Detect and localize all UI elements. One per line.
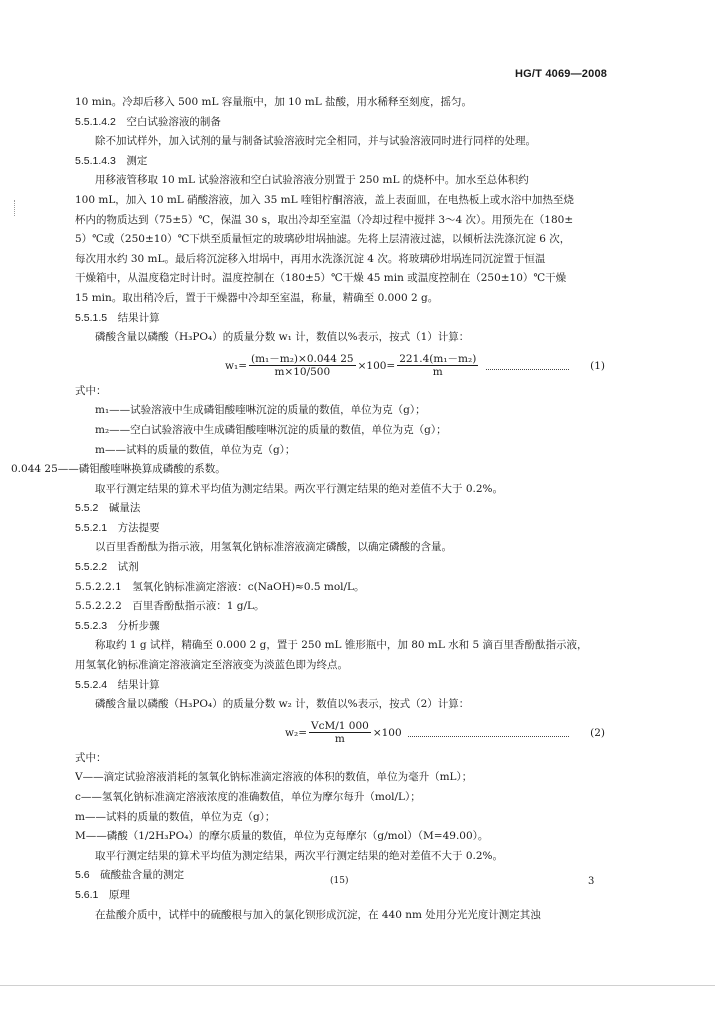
section-heading: 5.5.1.4.3 测定 <box>75 154 148 167</box>
equation-number: (1) <box>590 359 605 372</box>
variable-definition <box>0 462 605 482</box>
reagent-item: 5.5.2.2.2 百里香酚酞指示液：1 g/L。 <box>75 600 265 613</box>
standard-code-header: HG/T 4069—2008 <box>515 68 608 80</box>
body-line: 15 min。取出稍冷后，置于干燥器中冷却至室温，称量，精确至 0.000 2 g。 <box>75 291 439 304</box>
body-line: 磷酸含量以磷酸（H₃PO₄）的质量分数 w₁ 计，数值以%表示，按式（1）计算： <box>95 331 470 344</box>
body-line: 5）℃或（250±10）℃下烘至质量恒定的玻璃砂坩埚抽滤。先将上层清液过滤，以倾析法洗涤沉淀 6 次， <box>75 233 571 246</box>
section-heading: 5.6.1 原理 <box>75 888 130 901</box>
body-line: 在盐酸介质中，试样中的硫酸根与加入的氯化钡形成沉淀，在 440 nm 处用分光光度计测定其浊 <box>95 908 541 921</box>
body-line: 取平行测定结果的算术平均值为测定结果。两次平行测定结果的绝对差值不大于 0.2%。 <box>95 482 504 495</box>
fraction-numerator: (m₁－m₂)×0.044 25 <box>251 353 354 366</box>
fraction-denominator: m <box>334 733 345 746</box>
page-number: 3 <box>588 876 595 887</box>
variable-definition: M——磷酸（1/2H₃PO₄）的摩尔质量的数值，单位为克每摩尔（g/mol）（M=49.00）。 <box>75 830 489 843</box>
body-line: 100 mL，加入 10 mL 硝酸溶液，加入 35 mL 喹钼柠酮溶液，盖上表面皿，在电热板上或水浴中加热至烧 <box>75 193 574 206</box>
body-line: 10 min。冷却后移入 500 mL 容量瓶中，加 10 mL 盐酸，用水稀释至刻度，摇匀。 <box>75 96 473 108</box>
variable-definition: m——试料的质量的数值，单位为克（g）； <box>95 443 296 456</box>
body-line: 用移液管移取 10 mL 试验溶液和空白试验溶液分别置于 250 mL 的烧杯中。加水至总体积约 <box>95 174 529 187</box>
variable-definition: c——氢氧化钠标准滴定溶液浓度的准确数值，单位为摩尔每升（mol/L）； <box>75 791 421 803</box>
fraction-numerator: VcM/1 000 <box>311 720 369 733</box>
scan-bottom-edge <box>0 985 715 986</box>
body-line: 除不加试样外，加入试剂的量与制备试验溶液时完全相同，并与试验溶液同时进行同样的处理。 <box>95 135 536 148</box>
scan-artifact <box>14 200 21 216</box>
body-line: 杯内的物质达到（75±5）℃，保温 30 s，取出冷却至室温（冷却过程中搅拌 3～4 次）。用预先在（180± <box>75 213 574 226</box>
variable-definition: V——滴定试验溶液消耗的氢氧化钠标准滴定溶液的体积的数值，单位为毫升（mL）； <box>75 771 473 784</box>
body-line: 干燥箱中，从温度稳定时计时。温度控制在（180±5）℃干燥 45 min 或温度控制在（250±10）℃干燥 <box>75 272 567 285</box>
formula-fraction <box>309 720 371 745</box>
body-line: 磷酸含量以磷酸（H₃PO₄）的质量分数 w₂ 计，数值以%表示，按式（2）计算： <box>95 698 470 711</box>
fraction-denominator: m <box>432 366 443 379</box>
section-heading: 5.5.1.5 结果计算 <box>75 311 160 324</box>
body-line: 式中： <box>75 751 107 764</box>
formula-1 <box>75 352 605 380</box>
variable-definition: m——试料的质量的数值，单位为克（g）； <box>75 810 276 823</box>
body-line: 用氢氧化钠标准滴定溶液滴定至溶液变为淡蓝色即为终点。 <box>75 659 348 672</box>
body-line: 以百里香酚酞为指示液，用氢氧化钠标准溶液滴定磷酸，以确定磷酸的含量。 <box>95 541 452 554</box>
fraction-denominator: m×10/500 <box>274 366 331 379</box>
body-line: 每次用水约 30 mL。最后将沉淀移入坩埚中，再用水洗涤沉淀 4 次。将玻璃砂坩埚连同沉淀置于恒温 <box>75 252 546 265</box>
body-line: 称取约 1 g 试样，精确至 0.000 2 g，置于 250 mL 锥形瓶中，加 80 mL 水和 5 滴百里香酚酞指示液， <box>95 639 588 652</box>
formula-operator: ×100= <box>357 359 396 372</box>
formula-fraction <box>249 353 356 378</box>
section-heading: 5.5.2.1 方法提要 <box>75 521 160 534</box>
section-heading: 5.5.2.3 分析步骤 <box>75 619 160 632</box>
variable-definition: m₁——试验溶液中生成磷钼酸喹啉沉淀的质量的数值，单位为克（g）； <box>95 404 426 417</box>
section-heading: 5.5.1.4.2 空白试验溶液的制备 <box>75 115 221 128</box>
section-heading: 5.5.2.4 结果计算 <box>75 678 160 691</box>
page-code: (15) <box>330 876 349 886</box>
formula-fraction <box>397 353 478 378</box>
section-heading: 5.6 硫酸盐含量的测定 <box>75 869 185 882</box>
fraction-numerator: 221.4(m₁－m₂) <box>399 353 477 366</box>
variable-definition-text: 0.044 25——磷钼酸喹啉换算成磷酸的系数。 <box>11 463 226 476</box>
leader-dots <box>408 728 569 737</box>
variable-definition: m₂——空白试验溶液中生成磷钼酸喹啉沉淀的质量的数值，单位为克（g）； <box>95 423 447 436</box>
section-heading: 5.5.2 碱量法 <box>75 502 141 515</box>
formula-operator: ×100 <box>372 726 402 739</box>
formula-lhs: w₁= <box>225 359 247 372</box>
equation-number: (2) <box>590 726 605 739</box>
formula-lhs: w₂= <box>285 726 307 739</box>
reagent-item: 5.5.2.2.1 氢氧化钠标准滴定溶液：c(NaOH)≈0.5 mol/L。 <box>75 580 365 593</box>
formula-2 <box>75 719 605 747</box>
section-heading: 5.5.2.2 试剂 <box>75 561 139 574</box>
page-footer <box>0 875 715 889</box>
body-line: 式中： <box>75 384 107 397</box>
document-body <box>11 95 605 927</box>
leader-dots <box>486 361 569 370</box>
body-line: 取平行测定结果的算术平均值为测定结果，两次平行测定结果的绝对差值不大于 0.2%。 <box>95 849 504 862</box>
